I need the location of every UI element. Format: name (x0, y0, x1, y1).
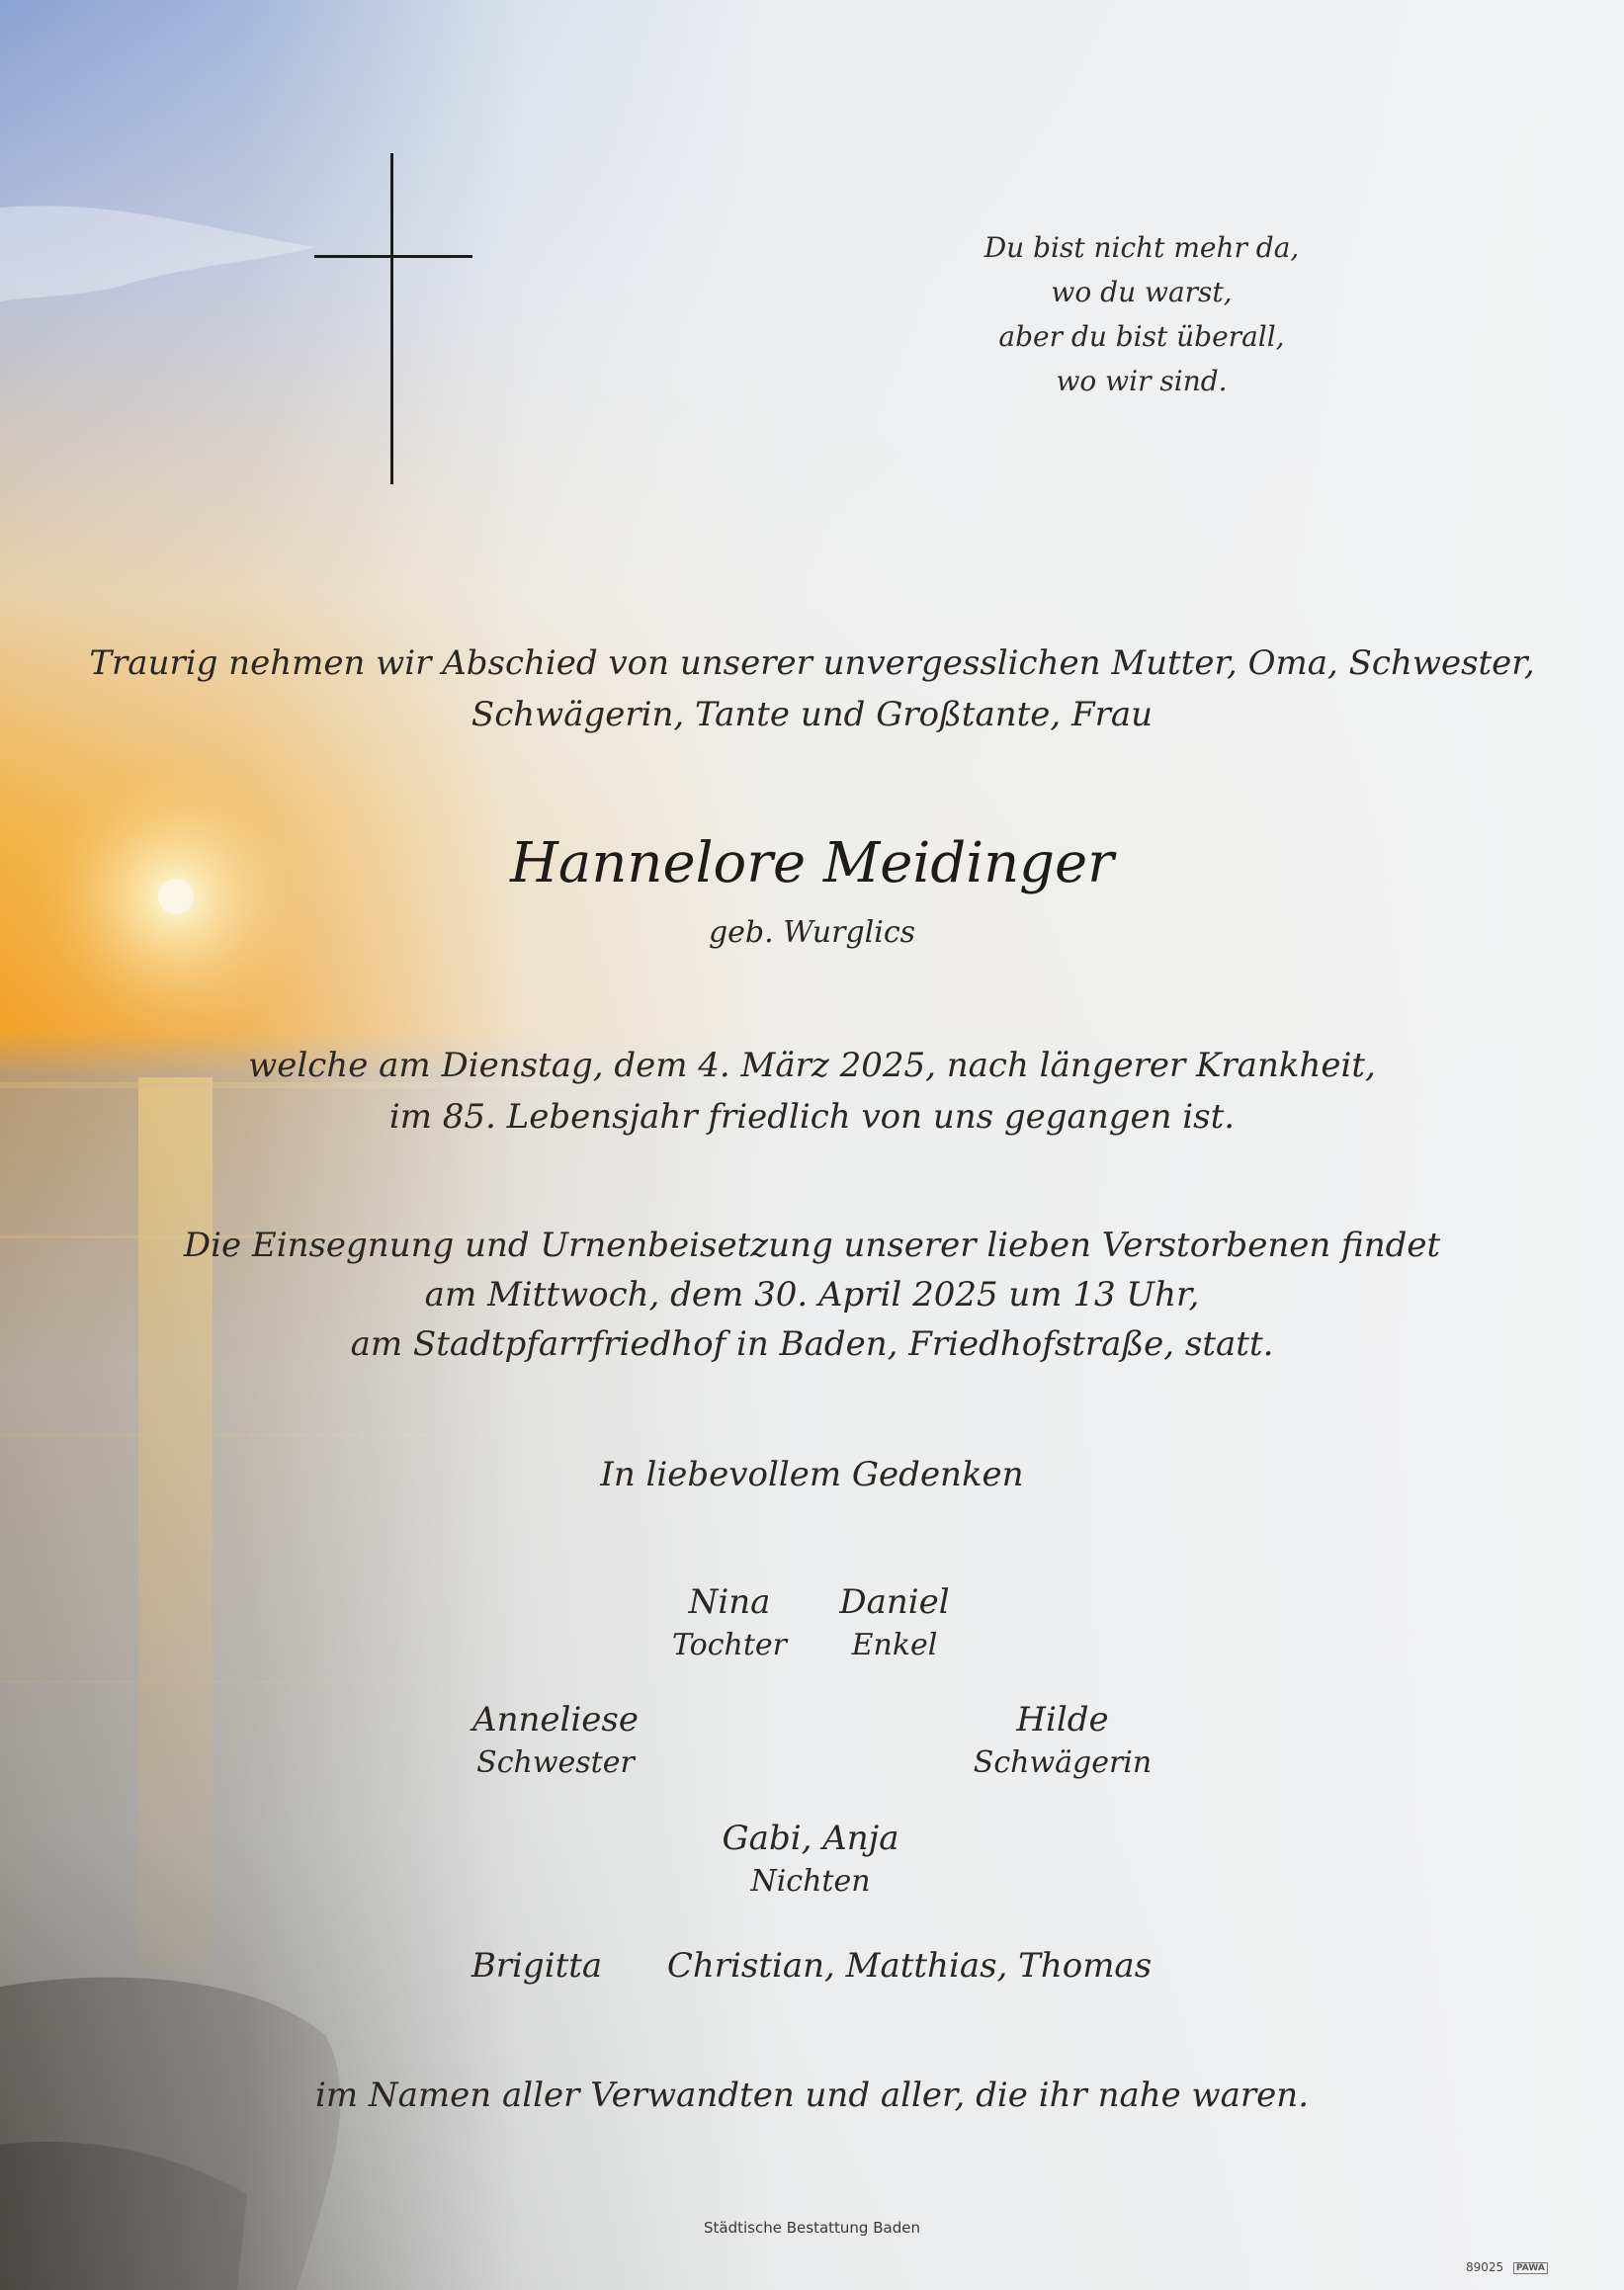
birth-name: geb. Wurglics (708, 915, 916, 950)
death-notice (0, 1040, 1624, 1143)
mourner-name: Hilde (1016, 1700, 1109, 1739)
funeral-line: am Stadtpfarrfriedhof in Baden, Friedhofstraße, statt. (350, 1324, 1274, 1364)
mourner-name: Gabi, Anja (722, 1819, 899, 1858)
memory-text: In liebevollem Gedenken (600, 1455, 1024, 1494)
mourner-name: Anneliese (472, 1700, 639, 1739)
mourner-role: Nichten (750, 1864, 871, 1899)
intro-line: Schwägerin, Tante und Großtante, Frau (470, 695, 1154, 734)
funeral-line: Die Einsegnung und Urnenbeisetzung unserer lieben Verstorbenen findet (183, 1226, 1441, 1265)
mourner-role: Enkel (851, 1628, 938, 1662)
mourner (437, 1697, 674, 1784)
death-line: welche am Dienstag, dem 4. März 2025, nach längerer Krankheit, (248, 1046, 1376, 1085)
mourner (652, 1943, 1166, 1989)
mourner-name: Nina (688, 1582, 771, 1622)
poem-line: wo wir sind. (1056, 365, 1228, 397)
print-code-number: 89025 (1466, 2260, 1504, 2274)
mourner (423, 1943, 650, 1989)
death-line: im 85. Lebensjahr friedlich von uns gegangen ist. (388, 1097, 1236, 1137)
intro-text (0, 637, 1624, 740)
mourner-name: Daniel (839, 1582, 950, 1622)
cross-icon (314, 153, 472, 484)
poem-line: wo du warst, (1051, 276, 1233, 308)
mourner-role: Tochter (671, 1628, 787, 1662)
mourner (806, 1579, 983, 1666)
mourner (682, 1816, 939, 1903)
print-code (1466, 2260, 1548, 2274)
mourner (934, 1697, 1191, 1784)
poem-line: aber du bist überall, (998, 320, 1285, 353)
funeral-line: am Mittwoch, dem 30. April 2025 um 13 Uhr, (424, 1275, 1200, 1315)
deceased-name: Hannelore Meidinger (510, 831, 1114, 895)
undertaker-credit: Städtische Bestattung Baden (704, 2219, 920, 2237)
printer-logo: PAWA (1513, 2262, 1548, 2274)
mourner-role: Schwägerin (973, 1745, 1153, 1780)
intro-line: Traurig nehmen wir Abschied von unserer unvergesslichen Mutter, Oma, Schwester, (89, 643, 1535, 683)
mourner-name: Brigitta (470, 1946, 603, 1986)
poem (929, 225, 1354, 403)
mourner (641, 1579, 818, 1666)
poem-line: Du bist nicht mehr da, (983, 231, 1300, 264)
funeral-details (0, 1221, 1624, 1369)
closing-text: im Namen aller Verwandten und aller, die ihr nahe waren. (314, 2076, 1310, 2115)
mourner-name: Christian, Matthias, Thomas (666, 1946, 1153, 1986)
mourner-role: Schwester (476, 1745, 635, 1780)
